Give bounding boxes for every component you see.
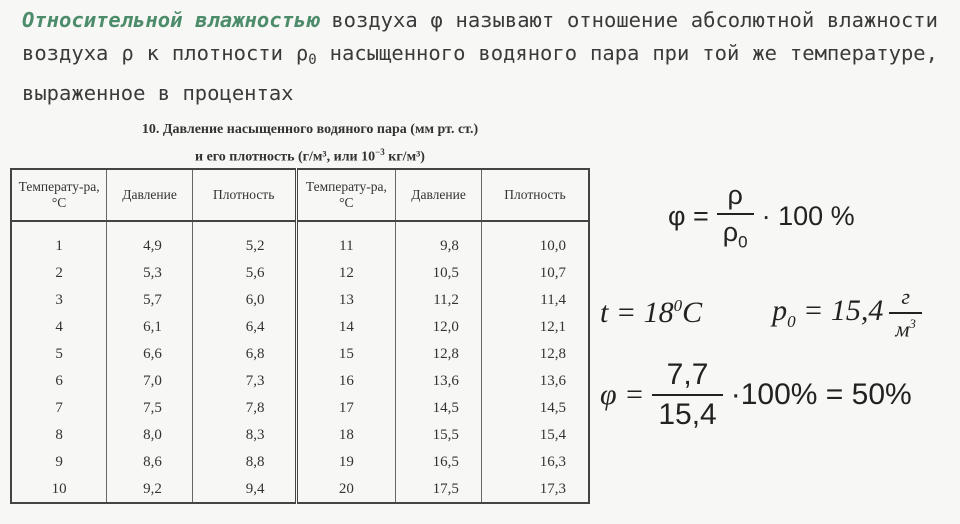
cell-density-2: 17,3	[481, 476, 589, 503]
cell-density-1: 8,8	[192, 449, 296, 476]
spacer-cell	[107, 221, 193, 233]
cell-temperature-2: 18	[296, 422, 396, 449]
cell-pressure-2: 17,5	[396, 476, 482, 503]
table-title-line-2	[60, 141, 560, 169]
cell-pressure-2: 12,8	[396, 341, 482, 368]
formula-2-t-degree: 0	[673, 296, 683, 316]
formula-1-rhs: · 100 %	[761, 200, 855, 231]
cell-density-2: 10,0	[481, 233, 589, 260]
table-row	[11, 449, 589, 476]
cell-temperature-1: 3	[11, 287, 107, 314]
cell-temperature-2: 17	[296, 395, 396, 422]
cell-density-1: 6,8	[192, 341, 296, 368]
cell-temperature-2: 12	[296, 260, 396, 287]
cell-pressure-1: 4,9	[107, 233, 193, 260]
cell-temperature-2: 15	[296, 341, 396, 368]
cell-pressure-1: 6,1	[107, 314, 193, 341]
table-row	[11, 341, 589, 368]
cell-temperature-1: 8	[11, 422, 107, 449]
formula-1-lhs: φ =	[668, 200, 709, 231]
formula-2-p-symbol: p	[772, 294, 788, 328]
formula-2-t-unit: C	[682, 296, 703, 330]
cell-pressure-1: 9,2	[107, 476, 193, 503]
cell-temperature-1: 5	[11, 341, 107, 368]
cell-density-1: 7,8	[192, 395, 296, 422]
vapor-pressure-table	[10, 168, 590, 504]
formula-2-p-subscript: 0	[787, 312, 796, 332]
formula-2-unit-den-text: м	[895, 316, 910, 342]
cell-temperature-1: 4	[11, 314, 107, 341]
formula-given-values	[600, 284, 930, 342]
rho-subscript: 0	[308, 52, 317, 68]
cell-pressure-2: 16,5	[396, 449, 482, 476]
cell-temperature-2: 14	[296, 314, 396, 341]
cell-temperature-2: 13	[296, 287, 396, 314]
table-row	[11, 314, 589, 341]
cell-pressure-1: 8,0	[107, 422, 193, 449]
header-density-2: Плотность	[481, 169, 589, 221]
table-title	[60, 119, 560, 169]
formula-1-fraction	[717, 180, 754, 252]
cell-temperature-2: 11	[296, 233, 396, 260]
cell-temperature-1: 2	[11, 260, 107, 287]
cell-density-1: 9,4	[192, 476, 296, 503]
cell-pressure-1: 8,6	[107, 449, 193, 476]
cell-pressure-2: 13,6	[396, 368, 482, 395]
formula-2-p-value: = 15,4	[803, 294, 884, 328]
formula-2-unit-denominator	[889, 312, 922, 342]
formula-2-pressure	[772, 294, 883, 332]
formula-3-numerator: 7,7	[666, 358, 709, 391]
spacer-cell	[11, 221, 107, 233]
cell-density-2: 14,5	[481, 395, 589, 422]
table-row	[11, 287, 589, 314]
cell-temperature-2: 20	[296, 476, 396, 503]
table-row	[11, 422, 589, 449]
formula-3-denominator: 15,4	[652, 394, 722, 432]
cell-pressure-1: 6,6	[107, 341, 193, 368]
cell-pressure-1: 7,0	[107, 368, 193, 395]
cell-density-1: 6,4	[192, 314, 296, 341]
cell-temperature-2: 16	[296, 368, 396, 395]
cell-pressure-2: 15,5	[396, 422, 482, 449]
intro-paragraph	[22, 4, 938, 110]
cell-pressure-1: 5,3	[107, 260, 193, 287]
formula-calculation	[600, 358, 912, 432]
table-row	[11, 476, 589, 503]
header-temperature-2: Температу-ра, °С	[296, 169, 396, 221]
cell-pressure-1: 5,7	[107, 287, 193, 314]
cell-density-2: 12,8	[481, 341, 589, 368]
cell-temperature-1: 9	[11, 449, 107, 476]
formula-2-unit-numerator: г	[901, 284, 910, 309]
cell-pressure-2: 12,0	[396, 314, 482, 341]
table-row	[11, 260, 589, 287]
cell-pressure-2: 11,2	[396, 287, 482, 314]
table-title-line-2-post: кг/м³)	[384, 149, 425, 165]
formula-2-temperature	[600, 296, 702, 330]
cell-temperature-1: 6	[11, 368, 107, 395]
header-temperature-1: Температу-ра, °С	[11, 169, 107, 221]
spacer-cell	[396, 221, 482, 233]
table-body	[11, 221, 589, 503]
spacer-cell	[296, 221, 396, 233]
cell-density-1: 7,3	[192, 368, 296, 395]
cell-density-2: 12,1	[481, 314, 589, 341]
formula-2-unit-den-exponent: 3	[909, 316, 916, 331]
cell-density-2: 15,4	[481, 422, 589, 449]
formula-3-rhs: ·100% = 50%	[730, 378, 912, 411]
cell-pressure-1: 7,5	[107, 395, 193, 422]
header-pressure-2: Давление	[396, 169, 482, 221]
cell-pressure-2: 9,8	[396, 233, 482, 260]
cell-pressure-2: 10,5	[396, 260, 482, 287]
header-pressure-1: Давление	[107, 169, 193, 221]
defined-term: Относительной влажностью	[22, 8, 319, 32]
cell-temperature-2: 19	[296, 449, 396, 476]
formula-2-t-text: t = 18	[600, 296, 674, 330]
cell-temperature-1: 10	[11, 476, 107, 503]
formula-3-lhs: φ =	[600, 378, 645, 411]
table-header-row	[11, 169, 589, 221]
table-spacer-row	[11, 221, 589, 233]
cell-temperature-1: 7	[11, 395, 107, 422]
table-row	[11, 233, 589, 260]
cell-density-1: 8,3	[192, 422, 296, 449]
cell-temperature-1: 1	[11, 233, 107, 260]
cell-density-2: 11,4	[481, 287, 589, 314]
formula-1-den-subscript: 0	[738, 232, 748, 252]
cell-density-2: 16,3	[481, 449, 589, 476]
table-title-line-2-pre: и его плотность (г/м³, или 10	[195, 149, 376, 165]
formula-1-numerator: ρ	[727, 180, 743, 210]
table-title-line-1: 10. Давление насыщенного водяного пара (мм рт. ст.)	[141, 122, 479, 137]
spacer-cell	[192, 221, 296, 233]
cell-density-1: 6,0	[192, 287, 296, 314]
spacer-cell	[481, 221, 589, 233]
formula-2-unit-fraction	[889, 284, 922, 342]
cell-density-1: 5,6	[192, 260, 296, 287]
header-density-1: Плотность	[192, 169, 296, 221]
formula-1-denominator	[717, 213, 754, 252]
table-title-exponent: −3	[375, 147, 385, 157]
formula-definition	[668, 180, 855, 252]
formula-1-den-symbol: ρ	[722, 217, 739, 247]
intro-text-2: насыщенного водяного пара при той же температуре, выраженное в процентах	[22, 41, 938, 105]
cell-pressure-2: 14,5	[396, 395, 482, 422]
intro-text-1: воздуха φ называют отношение абсолютной влажности воздуха ρ к плотности ρ	[22, 8, 938, 65]
formula-3-fraction	[652, 358, 722, 432]
table-row	[11, 368, 589, 395]
cell-density-1: 5,2	[192, 233, 296, 260]
cell-density-2: 13,6	[481, 368, 589, 395]
table-row	[11, 395, 589, 422]
cell-density-2: 10,7	[481, 260, 589, 287]
